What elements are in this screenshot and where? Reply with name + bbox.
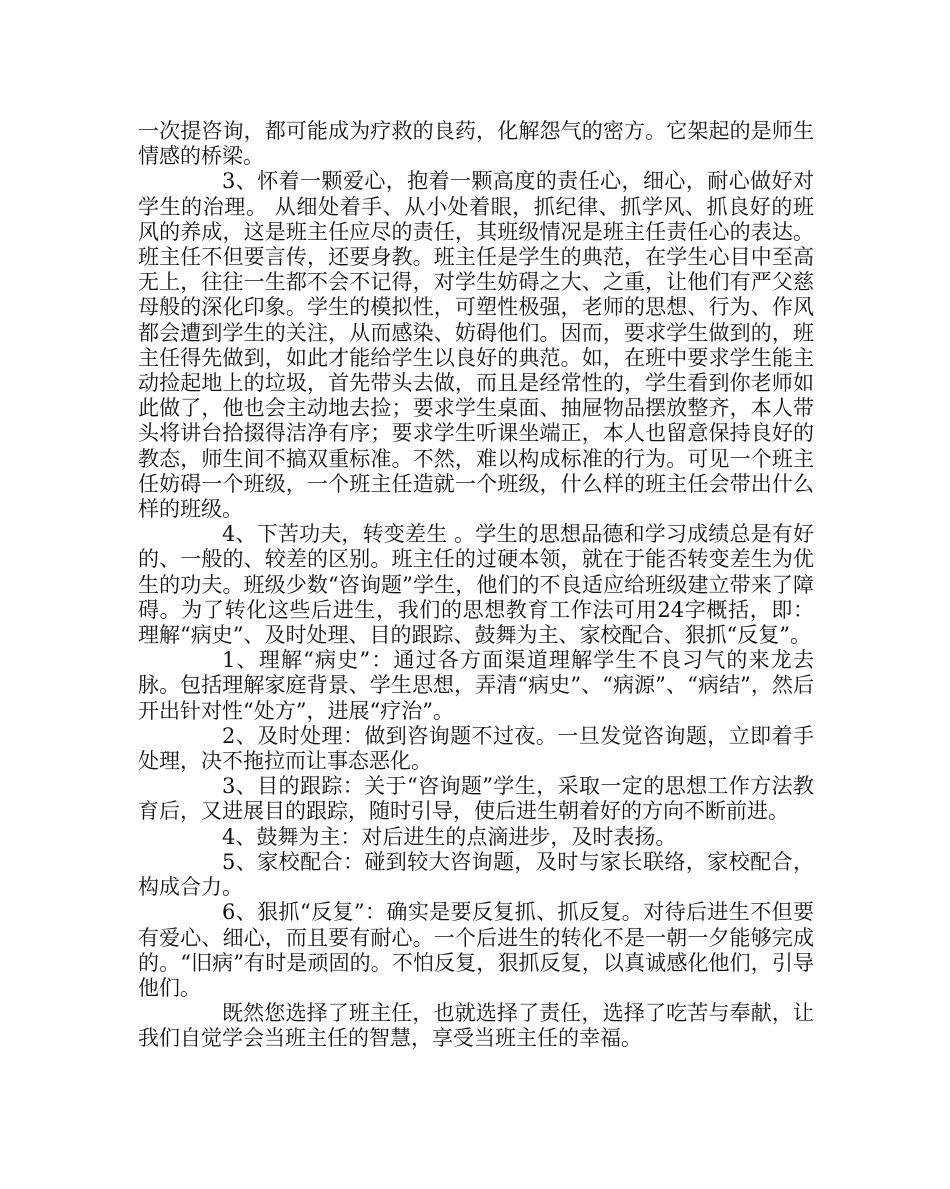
- paragraph-point-4: 4、下苦功夫，转变差生 。学生的思想品德和学习成绩总是有好的、一般的、较差的区别。班主任的过硬本领，就在于能否转变差生为优生的功夫。班级少数“咨询题”学生，他们的不良适应给班级建立带来了障碍。为了转化这些后进生，我们的思想教育工作法可用24字概括，即：理解“病史”、及时处理、目的跟踪、鼓舞为主、家校配合、狠抓“反复”。: [138, 522, 814, 648]
- paragraph-method-4: 4、鼓舞为主：对后进生的点滴进步，及时表扬。: [222, 824, 677, 849]
- paragraph-continuation: 一次提咨询，都可能成为疗救的良药，化解怨气的密方。它架起的是师生情感的桥梁。: [138, 119, 814, 169]
- document-body: [138, 119, 814, 1052]
- paragraph-method-5: 5、家校配合：碰到较大咨询题，及时与家长联络，家校配合，构成合力。: [138, 849, 814, 900]
- paragraph-method-2: 2、及时处理：做到咨询题不过夜。一旦发觉咨询题，立即着手处理，决不拖拉而让事态恶化。: [138, 723, 814, 774]
- paragraph-method-6: 6、狠抓“反复”：确实是要反复抓、抓反复。对待后进生不但要有爱心、细心，而且要有耐心。一个后进生的转化不是一朝一夕能够完成的。“旧病”有时是顽固的。不怕反复，狠抓反复，以真诚感化他们，引导他们。: [138, 900, 814, 1000]
- paragraph-method-1: 1、理解“病史”：通过各方面渠道理解学生不良习气的来龙去脉。包括理解家庭背景、学生思想，弄清“病史”、“病源”、“病结”，然后开出针对性“处方”，进展“疗治”。: [138, 648, 814, 723]
- paragraph-method-3: 3、目的跟踪：关于“咨询题”学生，采取一定的思想工作方法教育后，又进展目的跟踪，随时引导，使后进生朝着好的方向不断前进。: [138, 774, 814, 824]
- paragraph-point-3: 3、怀着一颗爱心，抱着一颗高度的责任心，细心，耐心做好对学生的治理。 从细处着手、从小处着眼，抓纪律、抓学风、抓良好的班风的养成，这是班主任应尽的责任，其班级情况是班主任责任心的表达。班主任不但要言传，还要身教。班主任是学生的典范，在学生心目中至高无上，往往一生都不会不记得，对学生妨碍之大、之重，让他们有严父慈母般的深化印象。学生的模拟性，可塑性极强，老师的思想、行为、作风都会遭到学生的关注，从而感染、妨碍他们。因而，要求学生做到的，班主任得先做到，如此才能给学生以良好的典范。如，在班中要求学生能主动捡起地上的垃圾，首先带头去做，而且是经常性的，学生看到你老师如此做了，他也会主动地去捡；要求学生桌面、抽屉物品摆放整齐，本人带头将讲台拾掇得洁净有序；要求学生听课坐端正，本人也留意保持良好的教态，师生间不搞双重标准。不然，难以构成标准的行为。可见一个班主任妨碍一个班级，一个班主任造就一个班级，什么样的班主任会带出什么样的班级。: [138, 169, 814, 522]
- paragraph-conclusion: 既然您选择了班主任，也就选择了责任，选择了吃苦与奉献，让我们自觉学会当班主任的智慧，享受当班主任的幸福。: [138, 1001, 814, 1051]
